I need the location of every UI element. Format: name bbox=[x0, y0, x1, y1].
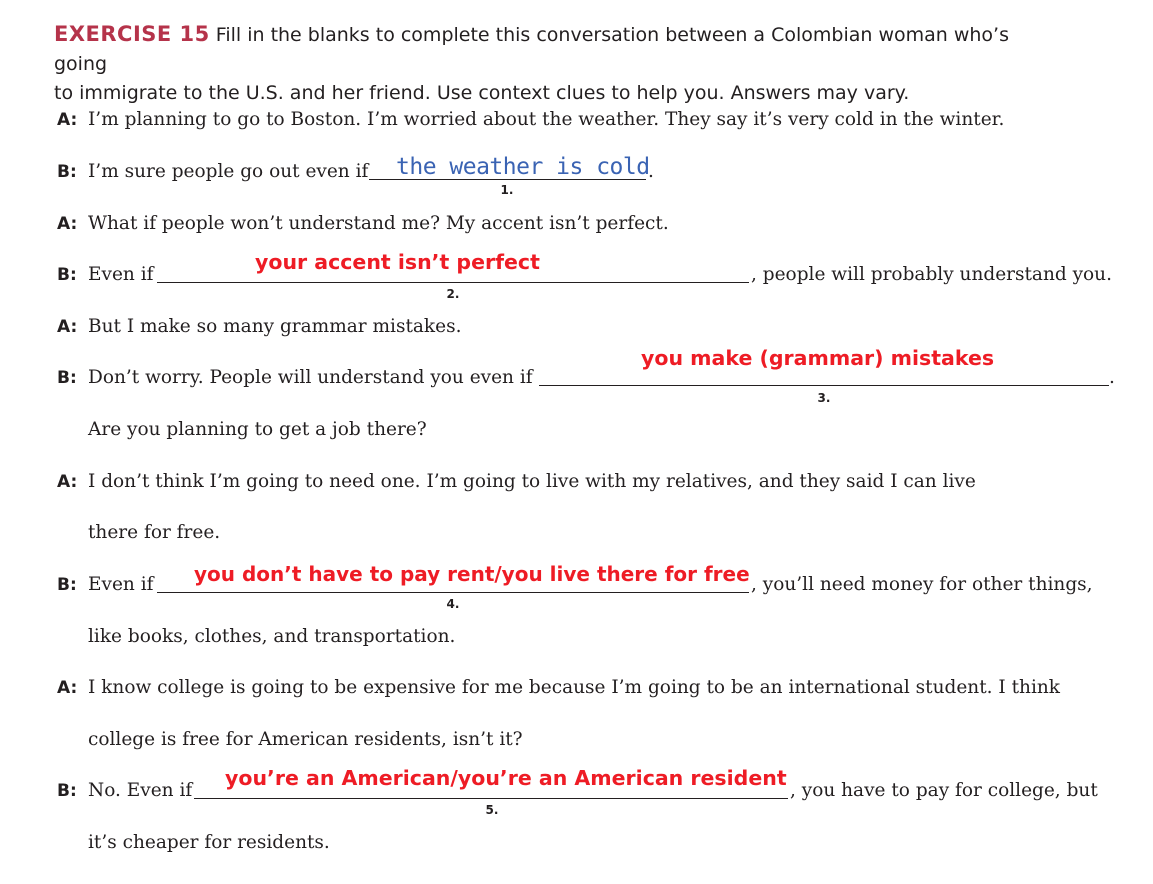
speaker-a: A: bbox=[57, 678, 78, 698]
dialogue-text: But I make so many grammar mistakes. bbox=[88, 316, 462, 337]
blank-4-line[interactable] bbox=[157, 592, 749, 593]
blank-1-answer[interactable]: the weather is cold bbox=[396, 154, 650, 180]
dialogue-text: , people will probably understand you. bbox=[751, 264, 1112, 285]
exercise-label: EXERCISE 15 bbox=[54, 22, 210, 46]
dialogue-text: Don’t worry. People will understand you even if bbox=[88, 367, 533, 388]
speaker-a: A: bbox=[57, 472, 78, 492]
dialogue-line-14 bbox=[57, 776, 192, 806]
blank-2-answer[interactable]: your accent isn’t perfect bbox=[255, 250, 540, 274]
dialogue-text: I don’t think I’m going to need one. I’m going to live with my relatives, and they said I can live bbox=[88, 471, 976, 492]
dialogue-text: I know college is going to be expensive for me because I’m going to be an international student. I think bbox=[88, 677, 1060, 698]
dialogue-line-7: Are you planning to get a job there? bbox=[88, 419, 427, 440]
dialogue-line-5 bbox=[57, 312, 461, 342]
dialogue-text: . bbox=[648, 161, 654, 182]
instructions-line-1: Fill in the blanks to complete this conversation between a Colombian woman who’s going bbox=[54, 24, 1009, 75]
dialogue-line-3 bbox=[57, 209, 669, 239]
dialogue-line-13: college is free for American residents, isn’t it? bbox=[88, 729, 523, 750]
dialogue-line-1 bbox=[57, 105, 1004, 135]
dialogue-text: I’m planning to go to Boston. I’m worried about the weather. They say it’s very cold in the winter. bbox=[88, 109, 1005, 130]
dialogue-text: , you have to pay for college, but bbox=[790, 780, 1098, 801]
dialogue-text: What if people won’t understand me? My accent isn’t perfect. bbox=[88, 213, 669, 234]
dialogue-line-2 bbox=[57, 157, 368, 187]
speaker-a: A: bbox=[57, 214, 78, 234]
dialogue-line-9: there for free. bbox=[88, 522, 221, 543]
instructions-line-2: to immigrate to the U.S. and her friend. Use context clues to help you. Answers may vary. bbox=[54, 82, 910, 104]
blank-5-answer[interactable]: you’re an American/you’re an American resident bbox=[225, 766, 787, 790]
blank-4-answer[interactable]: you don’t have to pay rent/you live there for free bbox=[194, 562, 750, 586]
dialogue-text: Even if bbox=[88, 574, 154, 595]
dialogue-line-15: it’s cheaper for residents. bbox=[88, 832, 330, 853]
blank-3-number: 3. bbox=[817, 391, 831, 405]
speaker-a: A: bbox=[57, 110, 78, 130]
dialogue-text: Even if bbox=[88, 264, 154, 285]
dialogue-line-12 bbox=[57, 673, 1060, 703]
dialogue-text: No. Even if bbox=[88, 780, 193, 801]
speaker-b: B: bbox=[57, 368, 77, 388]
blank-2-number: 2. bbox=[446, 287, 460, 301]
blank-1-number: 1. bbox=[500, 183, 514, 197]
dialogue-text: , you’ll need money for other things, bbox=[751, 574, 1093, 595]
blank-5-line[interactable] bbox=[194, 798, 788, 799]
dialogue-text: I’m sure people go out even if bbox=[88, 161, 369, 182]
speaker-b: B: bbox=[57, 575, 77, 595]
speaker-b: B: bbox=[57, 265, 77, 285]
blank-3-answer[interactable]: you make (grammar) mistakes bbox=[641, 346, 995, 370]
blank-3-line[interactable] bbox=[539, 385, 1109, 386]
dialogue-line-6 bbox=[57, 363, 533, 393]
dialogue-line-10 bbox=[57, 570, 153, 600]
blank-4-number: 4. bbox=[446, 597, 460, 611]
exercise-header bbox=[54, 20, 1054, 108]
speaker-b: B: bbox=[57, 162, 77, 182]
speaker-a: A: bbox=[57, 317, 78, 337]
dialogue-line-11: like books, clothes, and transportation. bbox=[88, 626, 456, 647]
blank-5-number: 5. bbox=[485, 803, 499, 817]
dialogue-text: . bbox=[1109, 367, 1115, 388]
dialogue-line-4 bbox=[57, 260, 153, 290]
speaker-b: B: bbox=[57, 781, 77, 801]
dialogue-line-8 bbox=[57, 467, 976, 497]
blank-2-line[interactable] bbox=[157, 282, 749, 283]
